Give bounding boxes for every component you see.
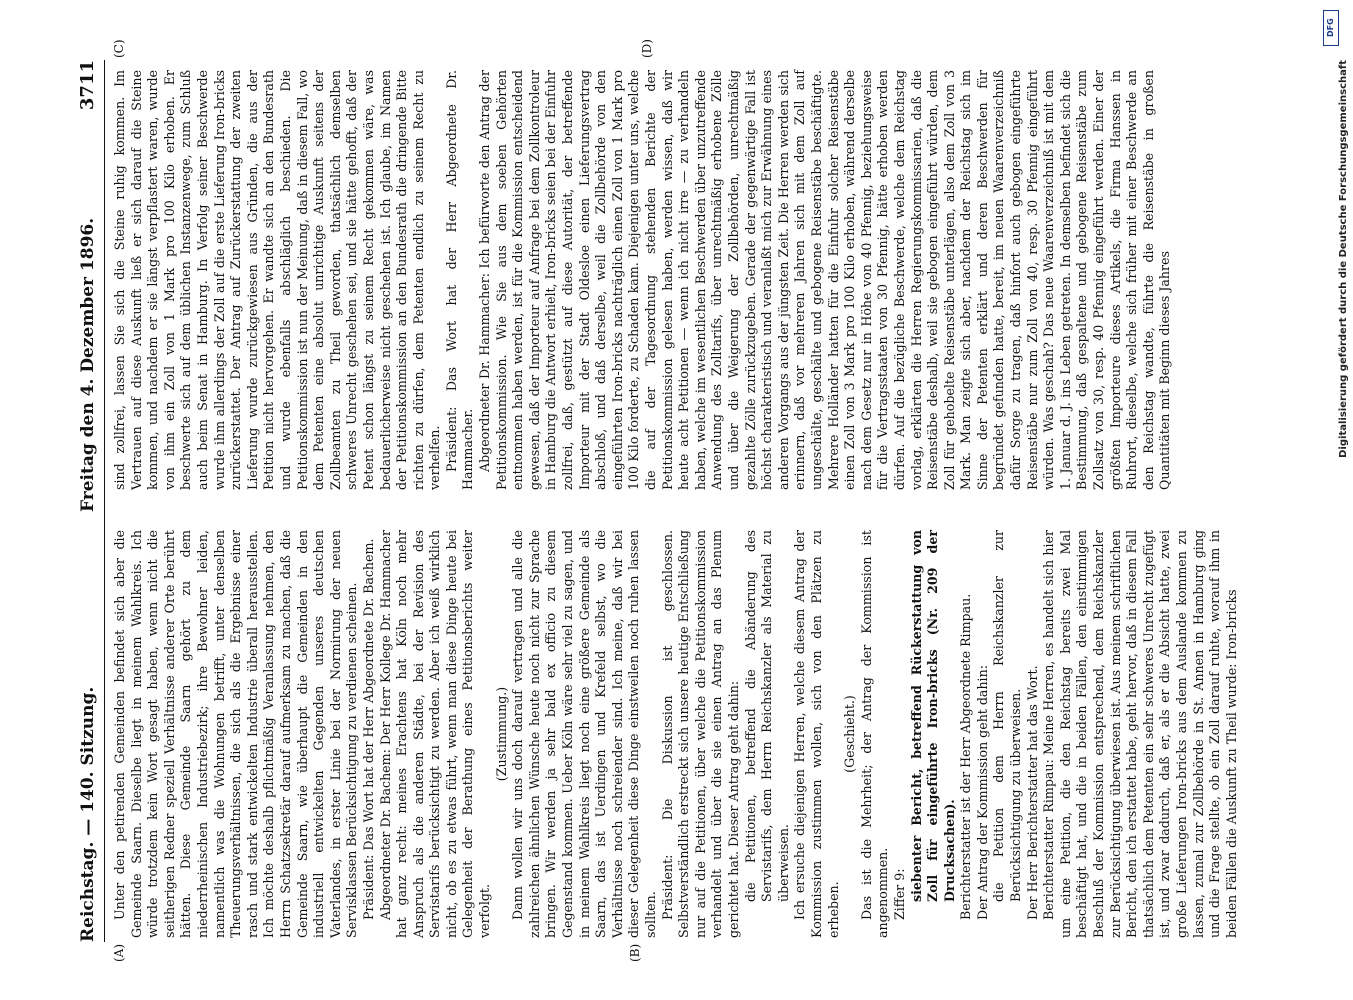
- paragraph: Dann wollen wir uns doch darauf vertragen und alle die zahlreichen ähnlichen Wünsche heute noch nicht zur Sprache bringen. Wir werden ja sehr bald ex officio zu diesem Gegenstand kommen. Ueber Köln wäre sehr viel zu sagen, und in meinem Wahlkreis liegt noch eine größere Gemeinde als Saarn, das ist Uerdingen und Krefeld selbst, wo die Verhältnisse noch schreiender sind. Ich meine, daß wir bei dieser Gelegenheit diese Dinge einstweilen noch ruhen lassen sollten.: [510, 530, 658, 938]
- agenda-item-title: siebenter Bericht, betreffend Rückerstattung von Zoll für eingeführte Iron-bricks (Nr. 209 der Drucksachen).: [908, 530, 957, 902]
- paragraph: Das ist die Mehrheit; der Antrag der Kommission ist angenommen.: [858, 530, 891, 938]
- right-column: [112, 70, 1174, 490]
- paragraph: Ich ersuche diejenigen Herren, welche diesem Antrag der Kommission zustimmen wollen, sich von den Plätzen zu erheben.: [792, 530, 841, 938]
- margin-marker-d: (D): [640, 39, 654, 58]
- paragraph: Berichterstatter ist der Herr Abgeordnete Rimpau.: [958, 593, 974, 920]
- page-number: 3711: [77, 60, 98, 111]
- paragraph: Abgeordneter Dr. Bachem: Der Herr Kollege Dr. Hammacher hat ganz recht: meines Erachtens hat Köln noch mehr Anspruch als die anderen Städte, bei der Revision des Servistarifs berücksichtigt zu werden. Aber ich weiß wirklich nicht, ob es zu etwas führt, wenn man diese Dinge heute bei Gelegenheit der Berathung eines Petitionsberichts weiter verfolgt.: [377, 530, 493, 938]
- paragraph: Ziffer 9:: [891, 868, 907, 920]
- paragraph: Berichterstatter Rimpau: Meine Herren, es handelt sich hier um eine Petition, die den Reichstag bereits zwei Mal beschäftigt hat, und die in beiden Fällen, den einstimmigen Beschluß der Kommission entsprechend, dem Reichskanzler zur Berücksichtigung überwiesen ist. Aus meinem schriftlichen Bericht, den ich erstattet habe, geht hervor, daß in diesem Fall thatsächlich dem Petenten ein sehr schweres Unrecht zugefügt ist, und zwar dadurch, daß er, als er die Absicht hatte, zwei große Lieferungen Iron-bricks aus dem Auslande kommen zu lassen, zumal zur Zollbehörde in St. Annen in Hamburg ging und die Frage stellte, ob ein Zoll darauf ruhte, worauf ihm in beiden Fällen die Auskunft zu Theil wurde: Iron-bricks: [1041, 530, 1239, 938]
- margin-marker-c: (C): [112, 39, 126, 58]
- header-session: Reichstag. — 140. Sitzung.: [78, 686, 98, 942]
- paragraph: Präsident: Das Wort hat der Herr Abgeordnete Dr. Hammacher.: [443, 70, 476, 490]
- header-date: Freitag den 4. Dezember 1896.: [78, 217, 98, 512]
- paragraph: die Petitionen, betreffend die Abänderung des Servistarifs, dem Herrn Reichskanzler als Material zu überweisen.: [742, 530, 791, 902]
- paragraph: sind zollfrei, lassen Sie sich die Steine ruhig kommen. Im Vertrauen auf diese Auskunft ließ er sich darauf die Steine kommen, und nachdem er sie längst verpflastert waren, wurde von ihm ein Zoll von 1 Mark pro 100 Kilo erhoben. Er beschwerte sich auf dem üblichen Instanzenwege, zum Schluß auch beim Senat in Hamburg. In Verfolg seiner Beschwerde wurde ihm allerdings der Zoll auf die erste Lieferung Iron-bricks zurückerstattet. Der Antrag auf Zurückerstattung der zweiten Lieferung wurde zurückgewiesen aus Gründen, die aus der Petition nicht hervorgehen. Er wandte sich an den Bundesrath und wurde ebenfalls abschläglich beschieden. Die Petitionskommission ist nun der Meinung, daß in diesem Fall, wo dem Petenten eine absolut unrichtige Auskunft seitens der Zollbeamten zu Theil geworden, thatsächlich demselben schweres Unrecht geschehen sei, und sie hätte gehofft, daß der Petent schon längst zu seinem Recht gekommen wäre, was bedauerlicherweise nicht geschehen ist. Ich glaube, im Namen der Petitionskommission an den Bundesrath die dringende Bitte richten zu dürfen, dem Petenten endlich zu seinem Recht zu verhelfen.: [112, 70, 443, 490]
- paragraph: Präsident: Die Diskussion ist geschlossen. Selbstverständlich erstreckt sich unsere heutige Entschließung nur auf die Petitionen, über welche die Petitionskommission verhandelt und über die sie einen Antrag an das Plenum gerichtet hat. Dieser Antrag geht dahin:: [659, 530, 741, 938]
- paragraph: Präsident: Das Wort hat der Herr Abgeordnete Dr. Bachem.: [360, 538, 376, 920]
- page-header: [70, 60, 105, 942]
- left-column: [112, 530, 1240, 938]
- paragraph: (Zustimmung.): [493, 686, 509, 782]
- paragraph: Abgeordneter Dr. Hammacher: Ich befürworte den Antrag der Petitionskommission. Wie Sie aus dem soeben Gehörten entnommen haben werden, ist für die Kommission entscheidend gewesen, daß der Importeur auf Anfrage bei dem Zollkontroleur in Hamburg die Antwort erhielt, Iron-bricks seien bei der Einfuhr zollfrei, daß, gestützt auf diese Autorität, der betreffende Importeur mit der Stadt Oldesloe einen Lieferungsvertrag abschloß, und daß derselbe, weil die Zollbehörde von den eingeführten Iron-bricks nachträglich einen Zoll von 1 Mark pro 100 Kilo forderte, zu Schaden kam. Diejenigen unter uns, welche die auf der Tagesordnung stehenden Berichte der Petitionskommission gelesen haben, werden wissen, daß wir heute acht Petitionen — wenn ich nicht irre — zu verhandeln haben, welche im wesentlichen Beschwerden über unzutreffende Anwendung des Zolltarifs, über unrechtmäßig erhobene Zölle und über die Weigerung der Zollbehörden, unrechtmäßig gezahlte Zölle zurückzugeben. Gerade der gegenwärtige Fall ist höchst charakteristisch und veranlaßt mich zur Erwähnung eines anderen Vorgangs aus der jüngsten Zeit. Die Herren werden sich erinnern, daß vor mehreren Jahren sich mit dem Zoll auf ungeschälte, geschälte und gebogene Reisenstäbe beschäftigte. Mehrere Holländer hatten für die Einfuhr solcher Reisenstäbe einen Zoll von 3 Mark pro 100 Kilo erhoben, während derselbe nach dem Gesetz nur in Höhe von 40 Pfennig, beziehungsweise für die Vertragsstaaten von 30 Pfennig, hätte erhoben werden dürfen. Auf die bezügliche Beschwerde, welche dem Reichstag vorlag, erklärten die Herren Regierungskommissarien, daß die Reisenstäbe deshalb, weil sie gebogen eingeführt würden, dem Zoll für gehobelte Reisenstäbe unterlägen, also dem Zoll von 3 Mark. Man zeigte sich aber, nachdem der Reichstag sich im Sinne der Petenten erklärt und deren Beschwerden für begründet gefunden hatte, bereit, im neuen Waarenverzeichniß dafür Sorge zu tragen, daß hinfort auch gebogen eingeführte Reisenstäbe nur zum Zoll von 40, resp. 30 Pfennig eingeführt würden. Was geschah? Das neue Waarenverzeichniß ist mit dem 1. Januar d. J. ins Leben getreten. In demselben befindet sich die Bestimmung, daß gespaltene und gebogene Reisenstäbe zum Zollsatz von 30, resp. 40 Pfennig eingeführt werden. Einer der größten Importeure dieses Artikels, die Firma Hanssen in Ruhrort, dieselbe, welche sich früher mit einer Beschwerde an den Reichstag wandte, führte die Reisenstäbe in großen Quantitäten mit Beginn dieses Jahres: [477, 70, 1173, 490]
- digitization-credit: Digitalisierung gefördert durch die Deutsche Forschungsgemeinschaft: [1338, 60, 1349, 458]
- dfg-logo: DFG: [1323, 10, 1339, 46]
- margin-marker-b: (B): [628, 943, 642, 962]
- margin-marker-a: (A): [112, 943, 126, 962]
- paragraph: (Geschieht.): [842, 695, 858, 773]
- paragraph: Der Antrag der Kommission geht dahin:: [974, 665, 990, 920]
- paragraph: Unter den petirenden Gemeinden befindet sich aber die Gemeinde Saarn. Dieselbe liegt in meinem Wahlkreis. Ich würde trotzdem kein Wort gesagt haben, wenn nicht die seitherigen Redner speziell Verhältnisse anderer Orte berührt hätten. Diese Gemeinde Saarn gehört zu dem niederrheinischen Industriebezirk; ihre Bewohner leiden, namentlich was die Wohnungen betrifft, unter denselben Theuerungsverhältnissen, die sich als die Ergebnisse einer rasch und stark entwickelten Industrie überall herausstellen. Ich möchte deshalb pflichtmäßig Veranlassung nehmen, den Herrn Schatzsekretär darauf aufmerksam zu machen, daß die Gemeinde Saarn, wie überhaupt die Gemeinden in den industriell entwickelten Gegenden unseres deutschen Vaterlandes, in erster Linie bei der Normirung der neuen Servisklassen Berücksichtigung zu verdienen scheinen.: [112, 530, 360, 938]
- paragraph: die Petition dem Herrn Reichskanzler zur Berücksichtigung zu überweisen.: [991, 530, 1024, 902]
- paragraph: Der Herr Berichterstatter hat das Wort.: [1024, 665, 1040, 920]
